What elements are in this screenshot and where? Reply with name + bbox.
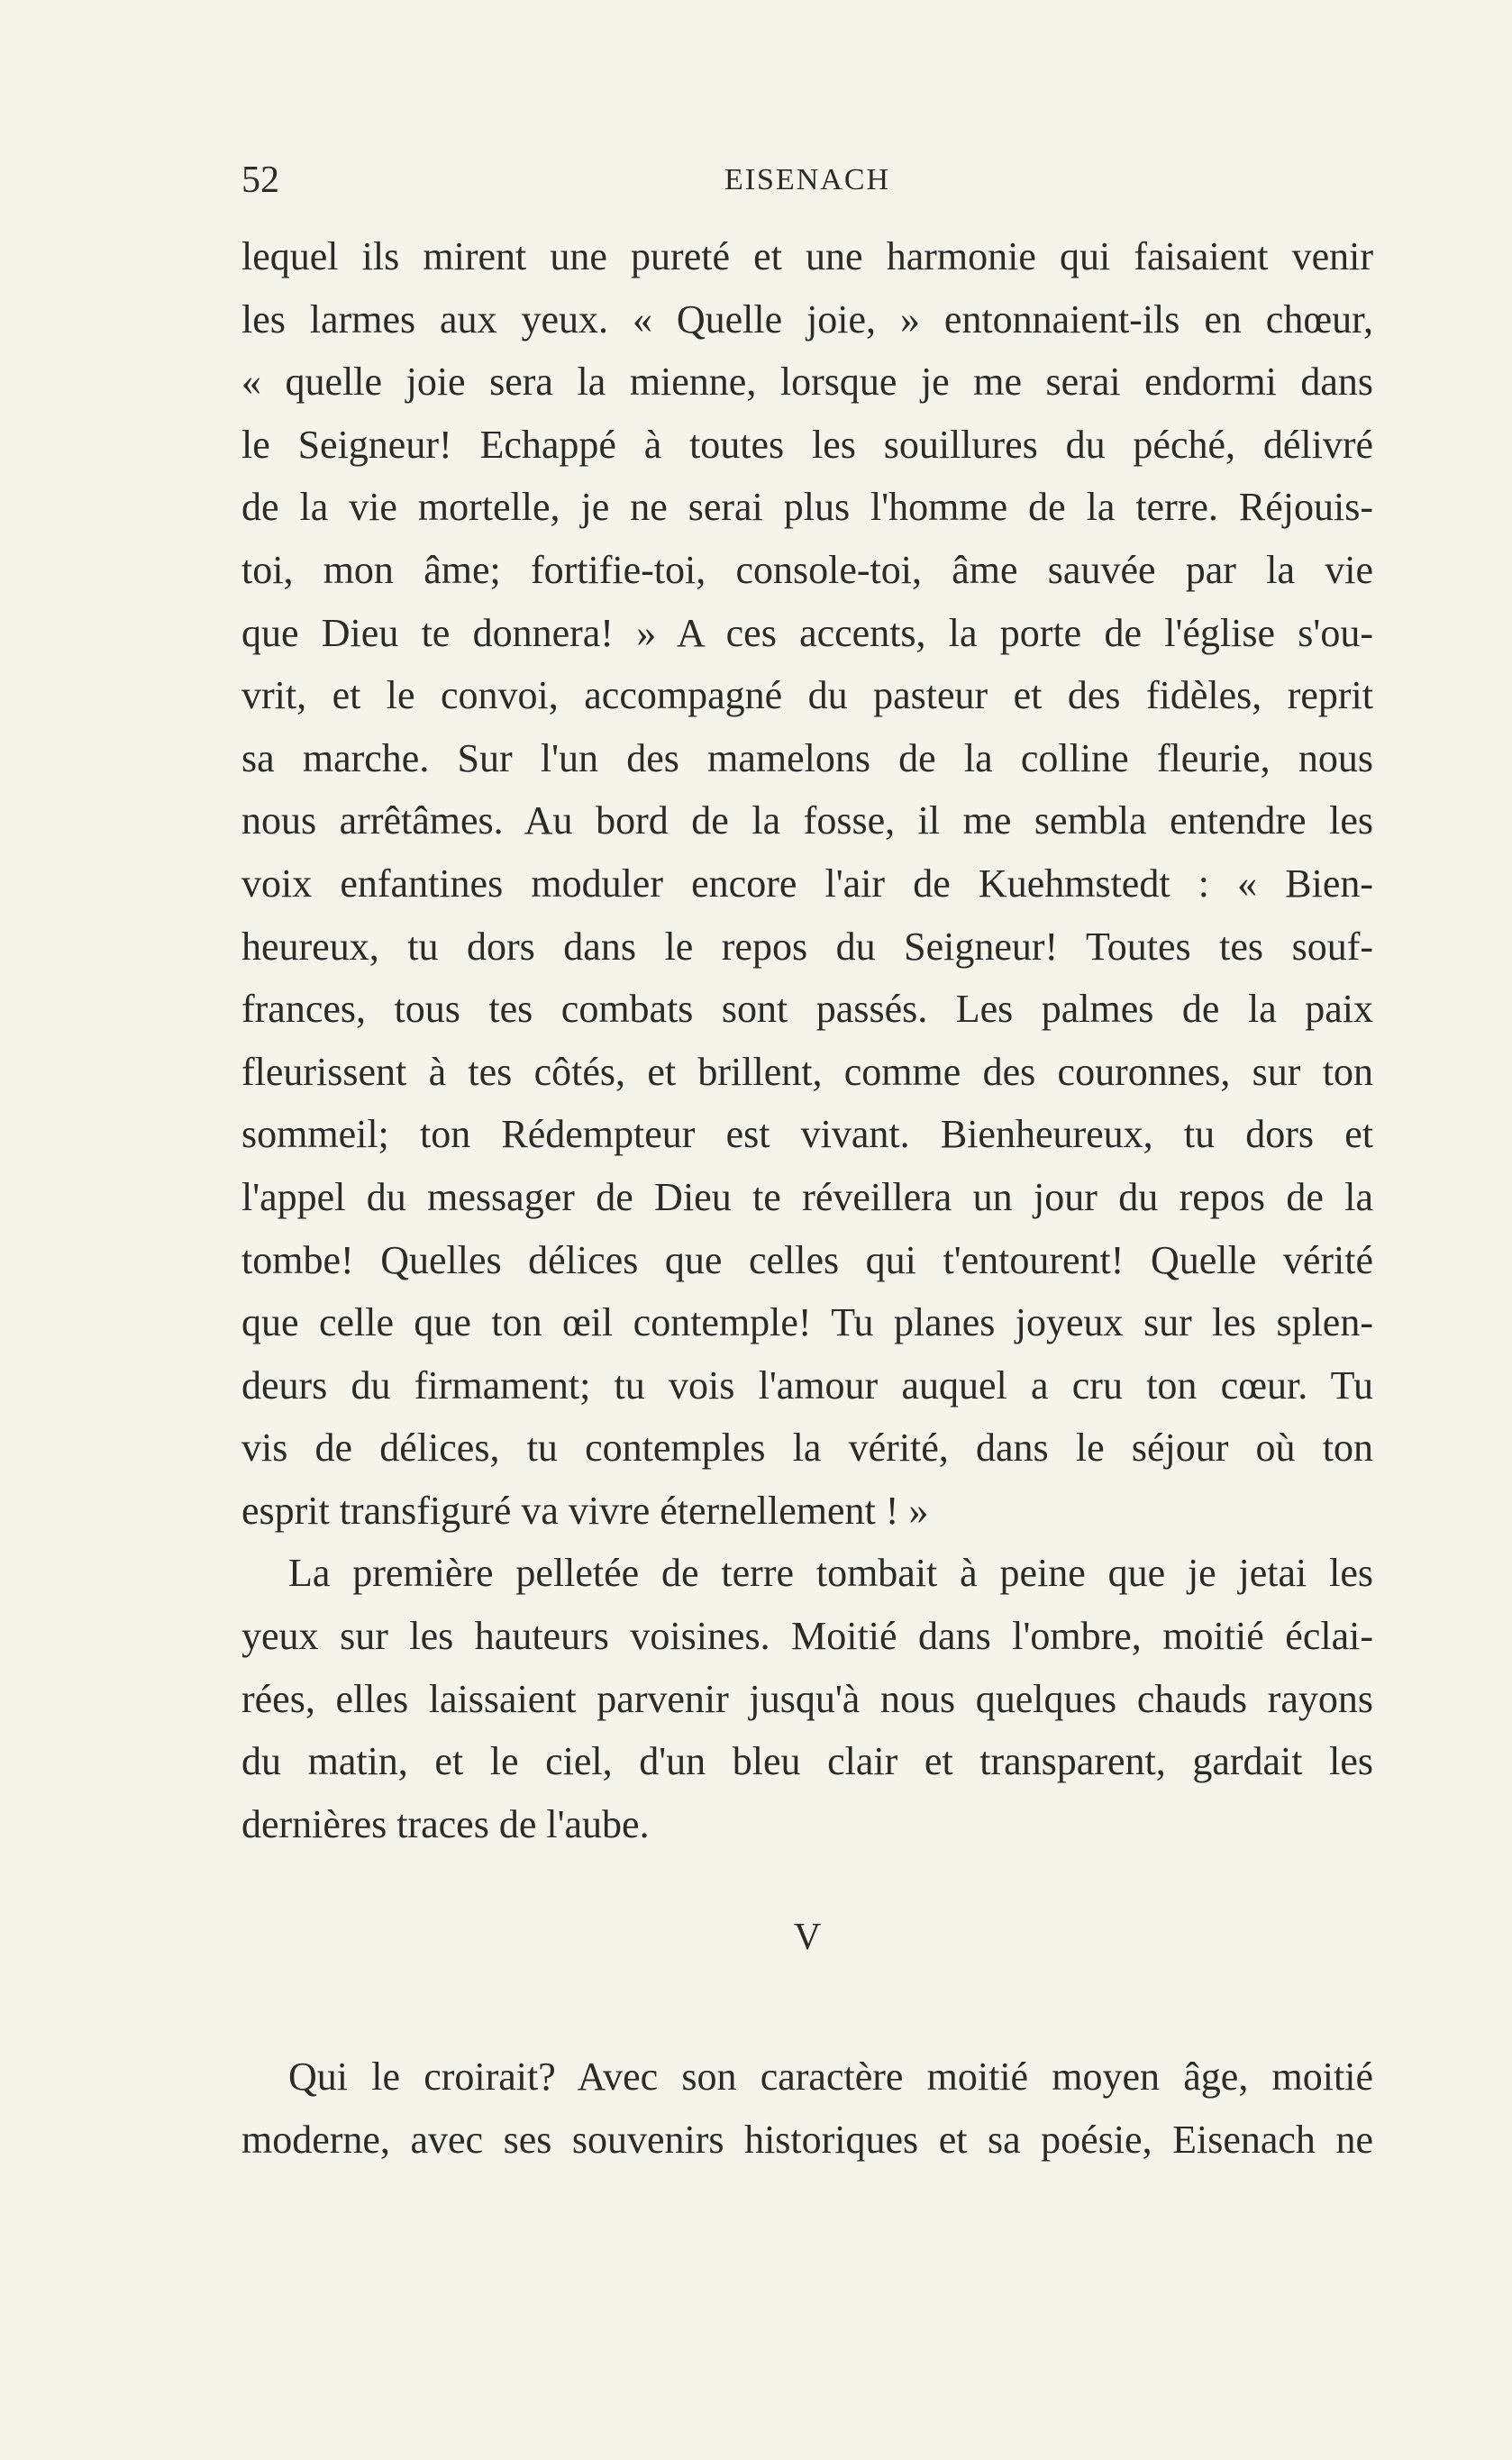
running-title: EISENACH <box>724 163 891 196</box>
text-line: l'appel du messager de Dieu te réveillera un jour du repos de la <box>241 1174 1373 1219</box>
paragraph-1 <box>241 225 1373 1542</box>
text-line: nous arrêtâmes. Au bord de la fosse, il me sembla entendre les <box>241 798 1373 843</box>
text-line: rées, elles laissaient parvenir jusqu'à nous quelques chauds rayons <box>241 1676 1373 1721</box>
text-line: le Seigneur! Echappé à toutes les souillures du péché, délivré <box>241 422 1373 467</box>
text-line: lequel ils mirent une pureté et une harmonie qui faisaient venir <box>241 234 1373 278</box>
text-line: deurs du firmament; tu vois l'amour auquel a cru ton cœur. Tu <box>241 1362 1373 1408</box>
text-line: fleurissent à tes côtés, et brillent, comme des couronnes, sur ton <box>241 1049 1373 1094</box>
text-line: esprit transfiguré va vivre éternellement ! » <box>241 1488 929 1533</box>
text-line: vrit, et le convoi, accompagné du pasteur et des fidèles, reprit <box>241 673 1373 718</box>
paragraph-2 <box>241 1542 1373 1855</box>
text-line: moderne, avec ses souvenirs historiques et sa poésie, Eisenach ne <box>241 2117 1373 2162</box>
text-line: les larmes aux yeux. « Quelle joie, » entonnaient-ils en chœur, <box>241 296 1373 342</box>
text-line: voix enfantines moduler encore l'air de Kuehmstedt : « Bien- <box>241 861 1373 906</box>
text-line: sommeil; ton Rédempteur est vivant. Bienheureux, tu dors et <box>241 1112 1373 1157</box>
text-line: toi, mon âme; fortifie-toi, console-toi, âme sauvée par la vie <box>241 547 1373 592</box>
text-line: du matin, et le ciel, d'un bleu clair et transparent, gardait les <box>241 1739 1373 1784</box>
text-line: que Dieu te donnera! » A ces accents, la porte de l'église s'ou- <box>241 610 1373 655</box>
text-line: tombe! Quelles délices que celles qui t'entourent! Quelle vérité <box>241 1237 1373 1282</box>
text-line: vis de délices, tu contemples la vérité, dans le séjour où ton <box>241 1426 1373 1471</box>
section-heading: V <box>793 1917 822 1958</box>
text-line: de la vie mortelle, je ne serai plus l'homme de la terre. Réjouis- <box>241 485 1373 530</box>
text-line: dernières traces de l'aube. <box>241 1801 650 1846</box>
text-line: Qui le croirait? Avec son caractère moitié moyen âge, moitié <box>288 2055 1373 2099</box>
text-line: sa marche. Sur l'un des mamelons de la colline fleurie, nous <box>241 735 1373 780</box>
page-header <box>241 153 1373 207</box>
text-line: que celle que ton œil contemple! Tu planes joyeux sur les splen- <box>241 1300 1373 1345</box>
main-text <box>241 225 1373 1855</box>
text-line: La première pelletée de terre tombait à peine que je jetai les <box>288 1551 1373 1596</box>
text-line: heureux, tu dors dans le repos du Seigneur! Toutes tes souf- <box>241 924 1373 969</box>
text-line: « quelle joie sera la mienne, lorsque je me serai endormi dans <box>241 360 1373 405</box>
text-line: frances, tous tes combats sont passés. Les palmes de la paix <box>241 987 1373 1032</box>
page-number: 52 <box>241 159 279 201</box>
text-line: yeux sur les hauteurs voisines. Moitié dans l'ombre, moitié éclai- <box>241 1614 1373 1659</box>
paragraph-3 <box>241 2045 1373 2171</box>
section-text <box>241 2045 1373 2171</box>
